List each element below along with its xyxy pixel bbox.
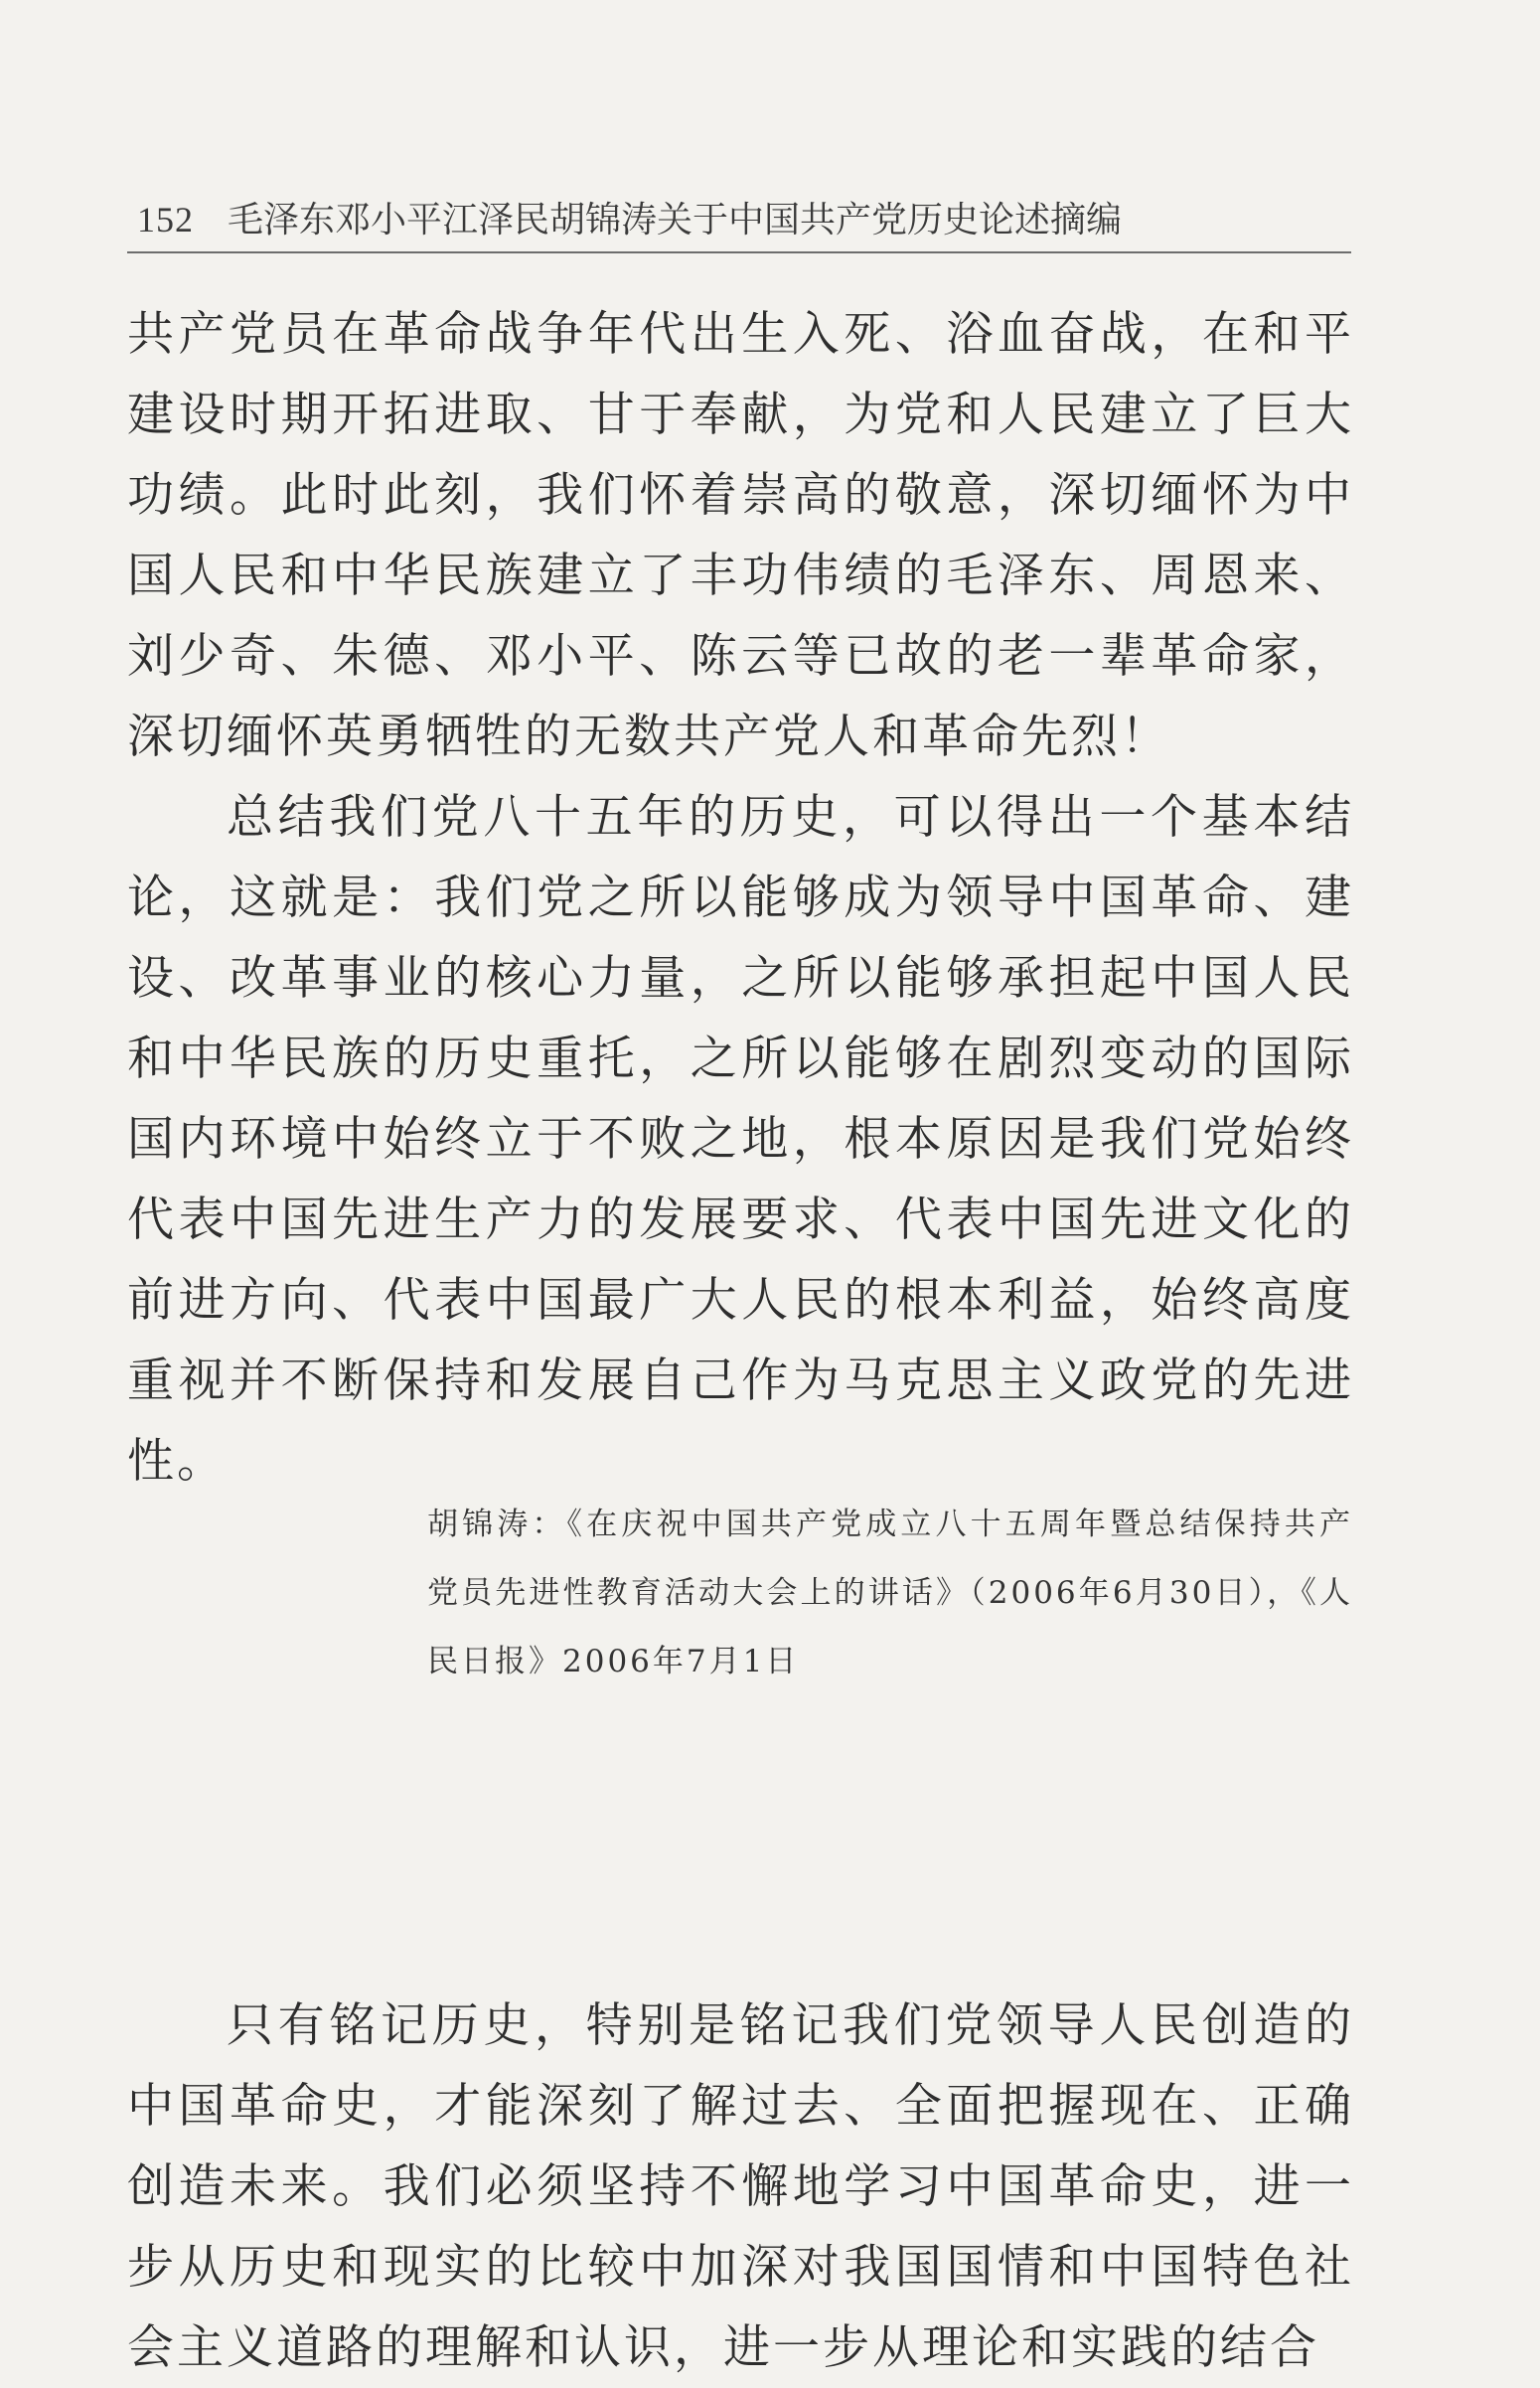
paragraph-conclusion: 总结我们党八十五年的历史，可以得出一个基本结论，这就是：我们党之所以能够成为领导中国革命、建设、改革事业的核心力量，之所以能够承担起中国人民和中华民族的历史重托，之所以能够在剧烈变动的国际国内环境中始终立于不败之地，根本原因是我们党始终代表中国先进生产力的发展要求、代表中国先进文化的前进方向、代表中国最广大人民的根本利益，始终高度重视并不断保持和发展自己作为马克思主义政党的先进性。 — [127, 790, 1354, 1489]
header-rule — [127, 251, 1351, 253]
paragraph-continued: 共产党员在革命战争年代出生入死、浴血奋战，在和平建设时期开拓进取、甘于奉献，为党和人民建立了巨大功绩。此时此刻，我们怀着崇高的敬意，深切缅怀为中国人民和中华民族建立了丰功伟绩的毛泽东、周恩来、刘少奇、朱德、邓小平、陈云等已故的老一辈革命家，深切缅怀英勇牺牲的无数共产党人和革命先烈！ — [127, 307, 1354, 764]
running-header — [137, 185, 1351, 254]
second-text-block — [127, 1986, 1354, 2388]
paragraph-history: 只有铭记历史，特别是铭记我们党领导人民创造的中国革命史，才能深刻了解过去、全面把握现在、正确创造未来。我们必须坚持不懈地学习中国革命史，进一步从历史和现实的比较中加深对我国国情和中国特色社会主义道路的理解和认识，进一步从理论和实践的结合 — [127, 1998, 1354, 2375]
main-text-block — [127, 294, 1354, 1502]
page-number: 152 — [137, 200, 194, 239]
source-citation: 胡锦涛：《在庆祝中国共产党成立八十五周年暨总结保持共产党员先进性教育活动大会上的讲话》（2006年6月30日），《人民日报》2006年7月1日 — [427, 1507, 1353, 1679]
book-title: 毛泽东邓小平江泽民胡锦涛关于中国共产党历史论述摘编 — [228, 200, 1123, 240]
